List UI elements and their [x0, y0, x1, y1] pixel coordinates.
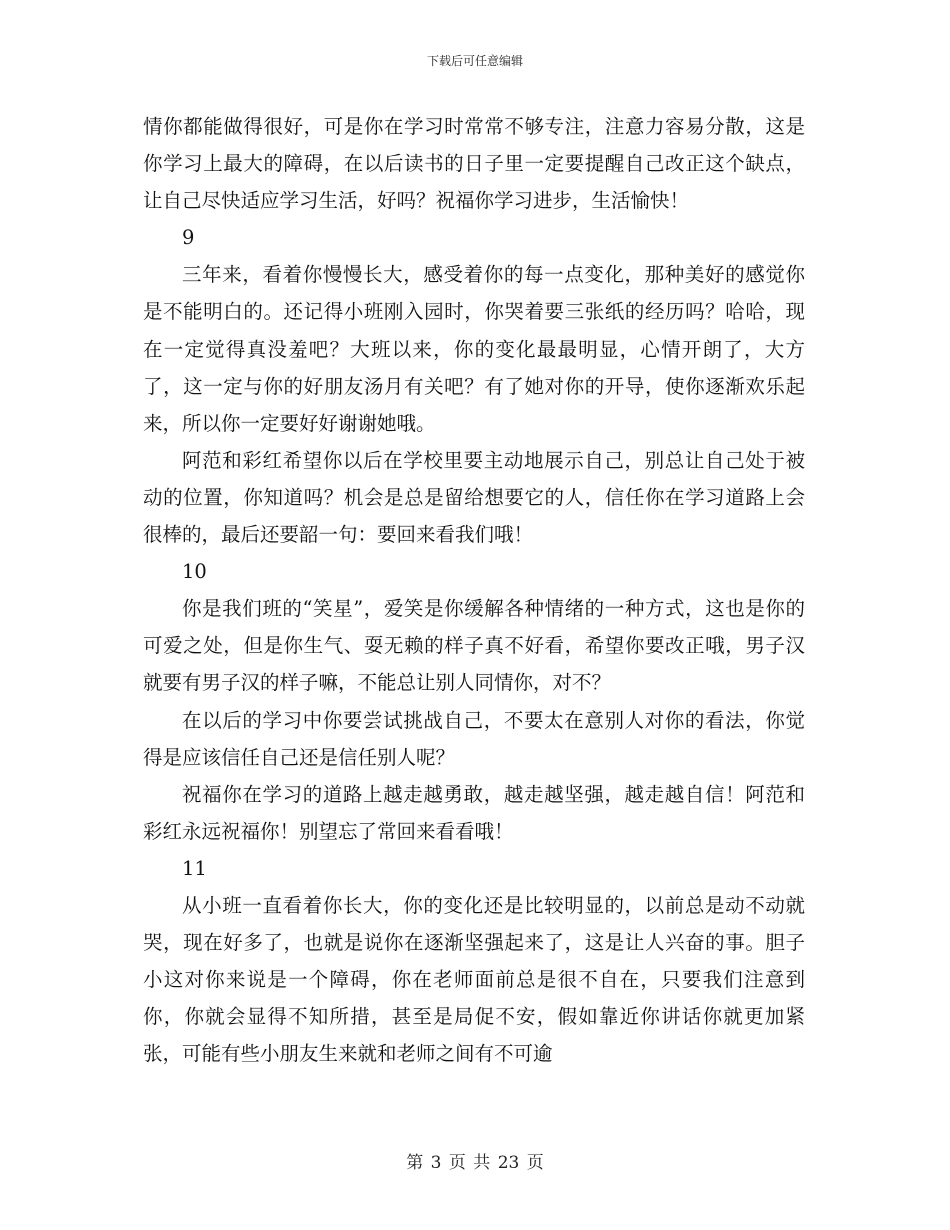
paragraph: 祝福你在学习的道路上越走越勇敢，越走越坚强，越走越自信！阿范和彩红永远祝福你！别望忘了常回来看看哦！ [143, 782, 805, 843]
paragraph-continued: 情你都能做得很好，可是你在学习时常常不够专注，注意力容易分散，这是你学习上最大的障碍，在以后读书的日子里一定要提醒自己改正这个缺点，让自己尽快适应学习生活，好吗？祝福你学习进步，生活愉快！ [143, 115, 805, 213]
paragraph: 你是我们班的“笑星”，爱笑是你缓解各种情绪的一种方式，这也是你的可爱之处，但是你生气、耍无赖的样子真不好看，希望你要改正哦，男子汉就要有男子汉的样子嘛，不能总让别人同情你，对不？ [143, 597, 805, 695]
section-number-11: 11 [182, 856, 207, 880]
paragraph: 阿范和彩红希望你以后在学校里要主动地展示自己，别总让自己处于被动的位置，你知道吗？机会是总是留给想要它的人，信任你在学习道路上会很棒的，最后还要韶一句：要回来看我们哦！ [143, 448, 805, 547]
document-body [143, 108, 805, 1072]
page-footer: 第 3 页 共 23 页 [406, 1153, 544, 1173]
paragraph: 三年来，看着你慢慢长大，感受着你的每一点变化，那种美好的感觉你是不能明白的。还记得小班刚入园时，你哭着要三张纸的经历吗？哈哈，现在一定觉得真没羞吧？大班以来，你的变化最最明显，心情开朗了，大方了，这一定与你的好朋友汤月有关吧？有了她对你的开导，使你逐渐欢乐起来，所以你一定要好好谢谢她哦。 [143, 263, 805, 435]
page-header: 下载后可任意编辑 [426, 54, 523, 68]
section-number-10: 10 [182, 560, 207, 584]
section-number-9: 9 [182, 226, 195, 250]
paragraph: 从小班一直看着你长大，你的变化还是比较明显的，以前总是动不动就哭，现在好多了，也就是说你在逐渐坚强起来了，这是让人兴奋的事。胆子小这对你来说是一个障碍，你在老师面前总是很不自在，只要我们注意到你，你就会显得不知所措，甚至是局促不安，假如靠近你讲话你就更加紧张，可能有些小朋友生来就和老师之间有不可逾 [143, 893, 805, 1066]
paragraph: 在以后的学习中你要尝试挑战自己，不要太在意别人对你的看法，你觉得是应该信任自己还是信任别人呢？ [143, 708, 805, 769]
